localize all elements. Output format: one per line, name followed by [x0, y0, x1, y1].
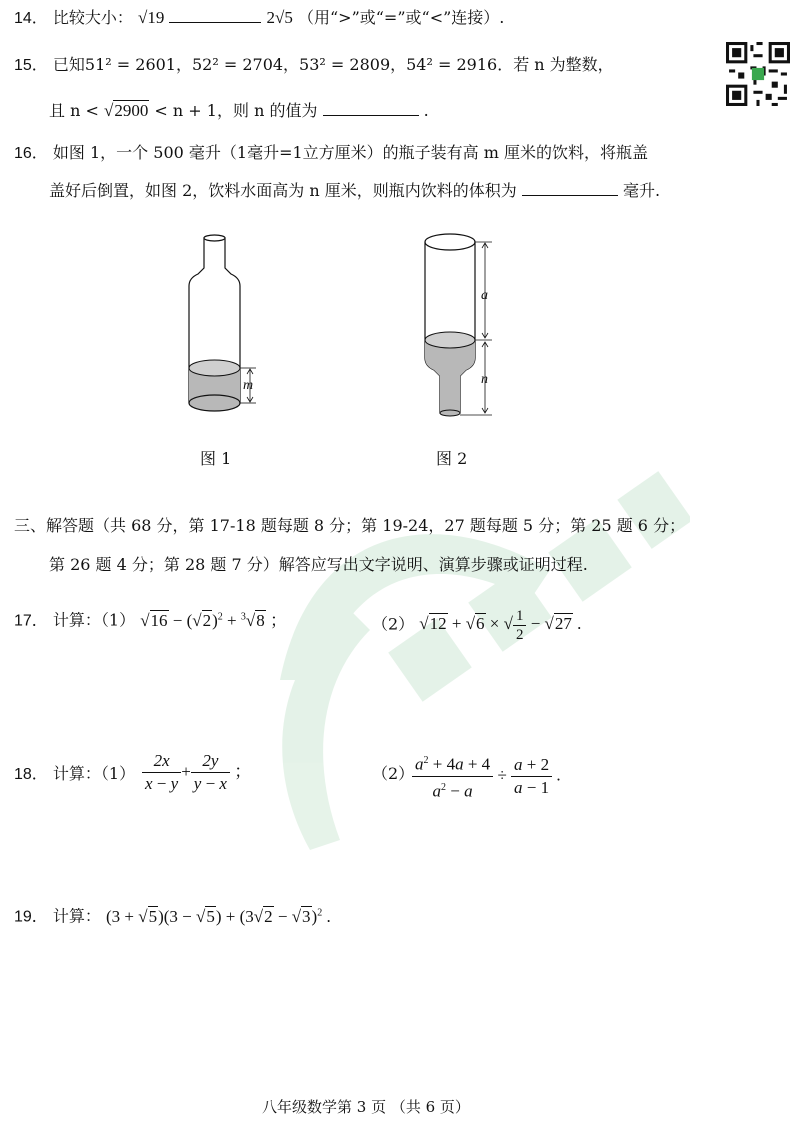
sqrt-sign: √: [103, 101, 114, 120]
figure-2-caption: 图 2: [436, 449, 468, 468]
expression-18-2: $\frac{a^2 + 4a + 4}{a^2 - a}$ ÷ $\frac{a + 2}{a - 1}$ .: [412, 750, 561, 802]
figure-2-bottle: [418, 228, 498, 423]
liquid-fill-2: [425, 340, 475, 413]
question-17: [14, 607, 287, 632]
question-text: < n + 1，则 n 的值为: [154, 101, 318, 120]
question-18-part2: （2）: [372, 764, 415, 783]
question-text: 计算：（1）: [52, 764, 136, 783]
expression-19: $(3 + √5)(3 - √5) + (3√2 - √3)^2$ .: [106, 906, 331, 926]
question-text: 计算：（1）: [52, 610, 136, 630]
question-16-line2: [49, 181, 660, 201]
question-number: 14．: [14, 10, 48, 27]
question-number: 16．: [14, 145, 48, 162]
question-16-line1: [14, 143, 648, 164]
expr-left: √19: [138, 8, 165, 27]
section-3-heading: 三、解答题（共 68 分，第 17-18 题每题 8 分；第 19-24，27 题每题 5 分；第 25 题 6 分；: [14, 516, 686, 535]
figure-1-caption: 图 1: [200, 449, 232, 468]
expression-17-1: $√16 - (√2)^2 + ^3√8$ ；: [140, 610, 287, 630]
page-footer: 八年级数学第 3 页 （共 6 页）: [262, 1098, 470, 1116]
question-text: 盖好后倒置，如图 2，饮料水面高为 n 厘米，则瓶内饮料的体积为: [49, 181, 517, 200]
question-15-line2: [49, 101, 429, 121]
expr-right: 2√5: [266, 8, 293, 27]
part-label: （2）: [372, 614, 415, 634]
section-3-heading-line2: 第 26 题 4 分；第 28 题 7 分）解答应写出文字说明、演算步骤或证明过程.: [49, 555, 588, 574]
question-number: 18．: [14, 766, 48, 783]
question-text: 计算：: [52, 906, 101, 926]
label-a: a: [481, 288, 488, 303]
question-text: 已知51² = 2601，52² = 2704，53² = 2809，54² = 2916．若 n 为整数，: [52, 55, 614, 74]
question-number: 19．: [14, 908, 48, 926]
question-end: 毫升.: [622, 181, 661, 200]
question-17-part2: [372, 607, 581, 644]
label-n: n: [481, 372, 488, 387]
expression-18-1: $\frac{2x}{x - y}$ + $\frac{2y}{y - x}$ ；: [142, 750, 251, 795]
question-text: 如图 1，一个 500 毫升（1毫升=1立方厘米）的瓶子装有高 m 厘米的饮料，将瓶盖: [52, 143, 648, 162]
question-number: 15．: [14, 57, 48, 74]
question-number: 17．: [14, 612, 48, 630]
question-14: [14, 8, 504, 29]
question-text: 且 n <: [49, 101, 104, 120]
question-15-line1: [14, 55, 614, 76]
answer-blank: [323, 101, 419, 116]
question-end: .: [423, 101, 429, 120]
answer-blank: [169, 8, 261, 23]
radicand: 2900: [114, 101, 149, 120]
qr-code-icon: [726, 42, 790, 106]
expression-17-2: √12 + √6 × √ $\frac{1}{2}$ − √27 .: [419, 608, 582, 643]
question-19: [14, 903, 331, 928]
answer-blank: [522, 181, 618, 196]
label-m: m: [243, 378, 254, 393]
question-note: （用“>”或“=”或“<”连接）.: [297, 8, 505, 27]
question-text: 比较大小：: [52, 8, 133, 27]
question-18: [14, 764, 135, 785]
